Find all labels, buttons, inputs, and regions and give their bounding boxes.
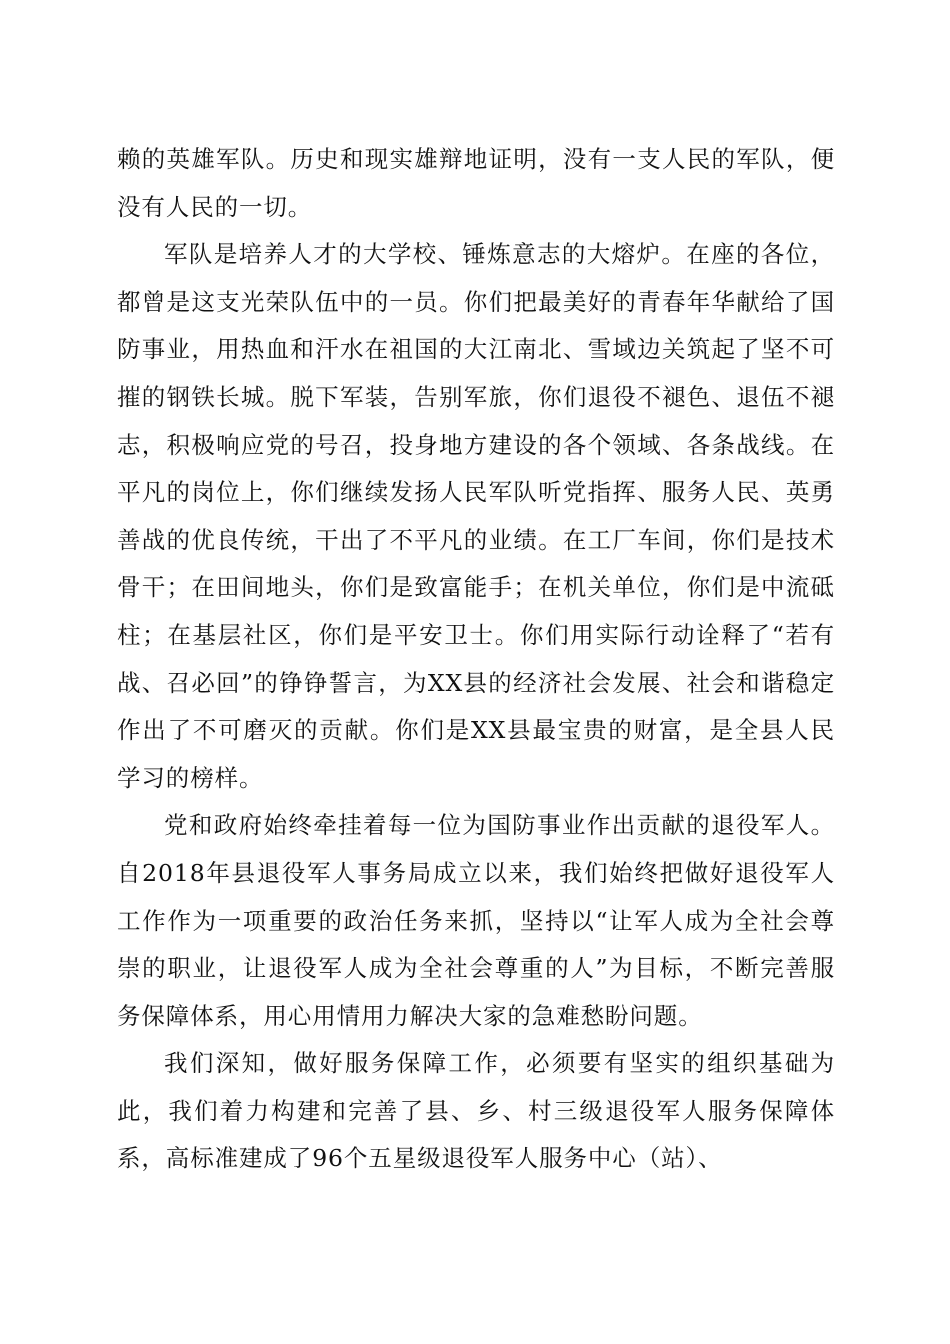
document-body — [117, 136, 835, 1183]
paragraph-continuation: 赖的英雄军队。历史和现实雄辩地证明，没有一支人民的军队，便没有人民的一切。 — [117, 145, 835, 221]
paragraph-military-school: 军队是培养人才的大学校、锤炼意志的大熔炉。在座的各位，都曾是这支光荣队伍中的一员。你们把最美好的青春年华献给了国防事业，用热血和汗水在祖国的大江南北、雪域边关筑起了坚不可摧的钢铁长城。脱下军装，告别军旅，你们退役不褪色、退伍不褪志，积极响应党的号召，投身地方建设的各个领域、各条战线。在平凡的岗位上，你们继续发扬人民军队听党指挥、服务人民、英勇善战的优良传统，干出了不平凡的业绩。在工厂车间，你们是技术骨干；在田间地头，你们是致富能手；在机关单位，你们是中流砥柱；在基层社区，你们是平安卫士。你们用实际行动诠释了“若有战、召必回”的铮铮誓言，为XX县的经济社会发展、社会和谐稳定作出了不可磨灭的贡献。你们是XX县最宝贵的财富，是全县人民学习的榜样。 — [117, 240, 835, 792]
paragraph-service-system: 我们深知，做好服务保障工作，必须要有坚实的组织基础为此，我们着力构建和完善了县、乡、村三级退役军人服务保障体系，高标准建成了96个五星级退役军人服务中心（站）、 — [117, 1049, 835, 1173]
paragraph-party-government: 党和政府始终牵挂着每一位为国防事业作出贡献的退役军人。自2018年县退役军人事务局成立以来，我们始终把做好退役军人工作作为一项重要的政治任务来抓，坚持以“让军人成为全社会尊崇的职业，让退役军人成为全社会尊重的人”为目标，不断完善服务保障体系，用心用情用力解决大家的急难愁盼问题。 — [117, 811, 835, 1030]
